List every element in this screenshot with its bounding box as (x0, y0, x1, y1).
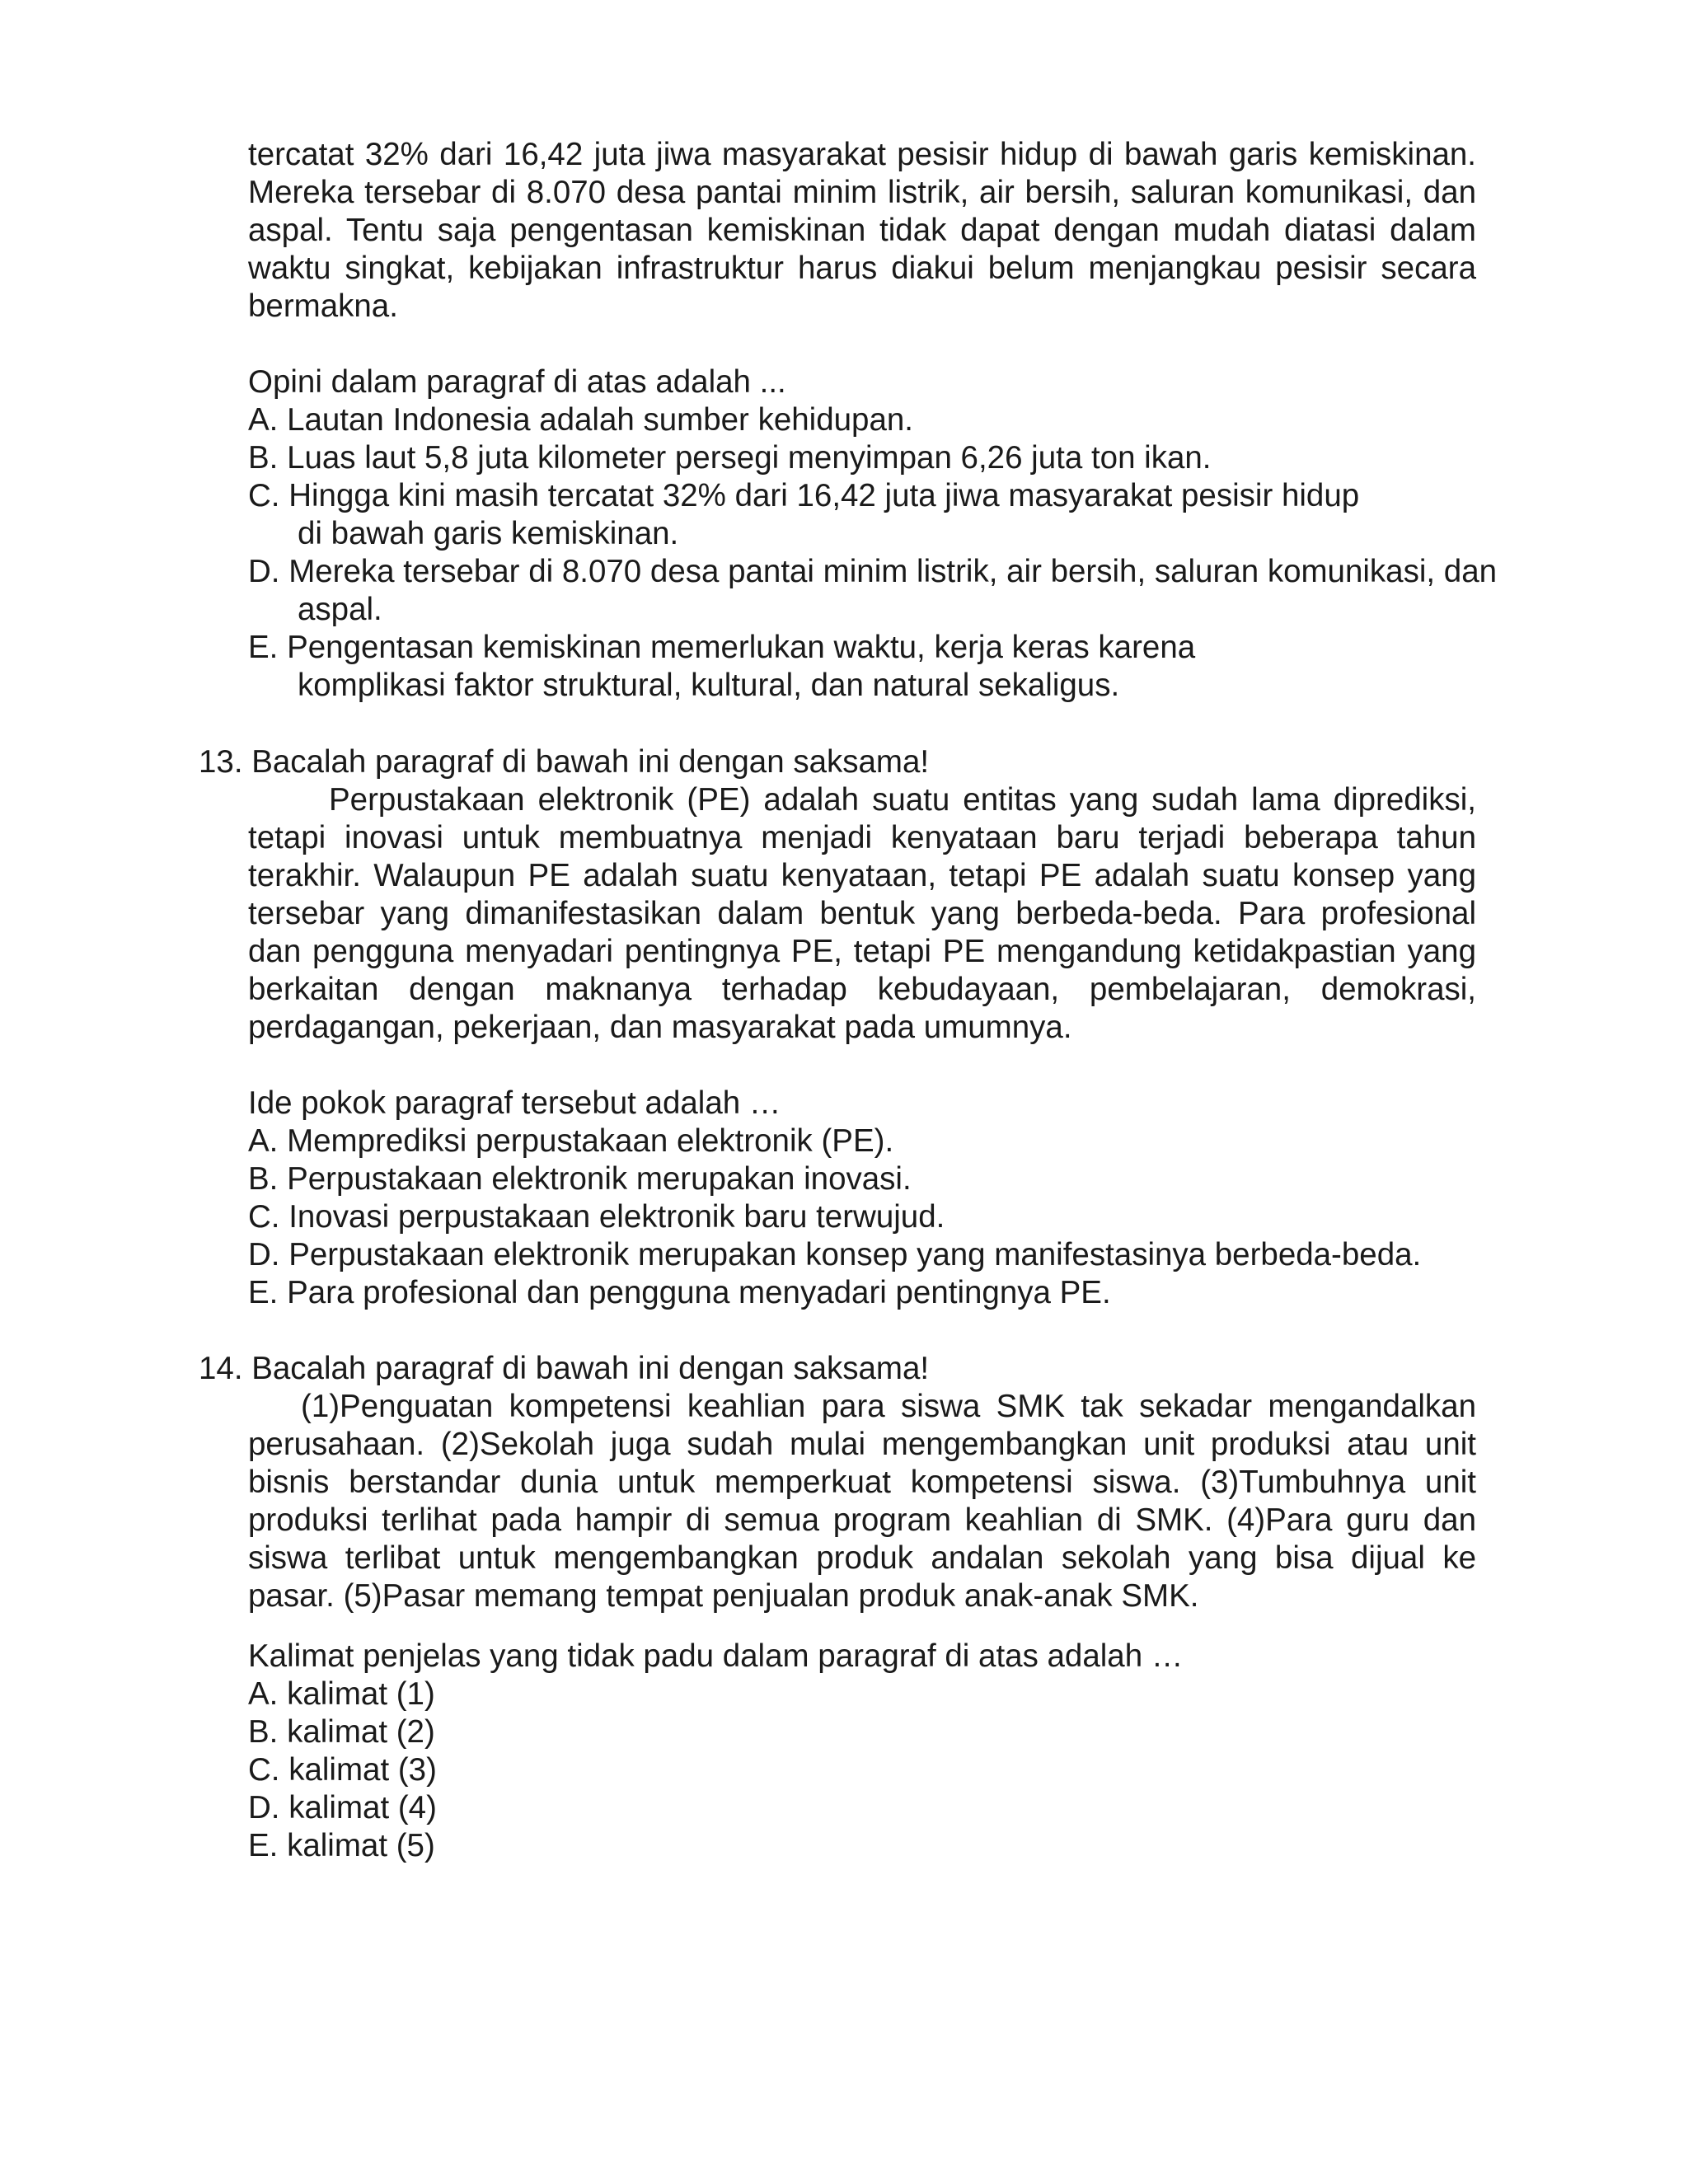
q13-option-a: A. Memprediksi perpustakaan elektronik (PE). (248, 1123, 894, 1159)
q14-passage: (1)Penguatan kompetensi keahlian para siswa SMK tak sekadar mengandalkan perusahaan. (2)Sekolah juga sudah mulai mengembangkan unit produksi atau unit bisnis berstandar dunia untuk memperkuat kompetensi siswa. (3)Tumbuhnya unit produksi terlihat pada hampir di semua program keahlian di SMK. (4)Para guru dan siswa terlibat untuk mengembangkan produk andalan sekolah yang bisa dijual ke pasar. (5)Pasar memang tempat penjualan produk anak-anak SMK. (248, 1389, 1476, 1614)
q13-heading: 13. Bacalah paragraf di bawah ini dengan saksama! (199, 744, 930, 780)
q12-option-d: D. Mereka tersebar di 8.070 desa pantai minim listrik, air bersih, saluran komunikasi, dan aspal. (248, 554, 1498, 627)
q12-option-a: A. Lautan Indonesia adalah sumber kehidupan. (248, 402, 913, 438)
q12-option-c: C. Hingga kini masih tercatat 32% dari 16,42 juta jiwa masyarakat pesisir hidup di bawah garis kemiskinan. (248, 478, 1360, 551)
q12-question: Opini dalam paragraf di atas adalah ... (248, 364, 786, 400)
q13-option-e: E. Para profesional dan pengguna menyadari pentingnya PE. (248, 1275, 1111, 1310)
q13-option-d: D. Perpustakaan elektronik merupakan konsep yang manifestasinya berbeda-beda. (248, 1237, 1422, 1272)
q12-option-e: E. Pengentasan kemiskinan memerlukan waktu, kerja keras karena komplikasi faktor struktural, kultural, dan natural sekaligus. (248, 630, 1196, 703)
q14-heading: 14. Bacalah paragraf di bawah ini dengan saksama! (199, 1351, 930, 1386)
q13-option-c: C. Inovasi perpustakaan elektronik baru terwujud. (248, 1199, 945, 1235)
q13-passage: Perpustakaan elektronik (PE) adalah suatu entitas yang sudah lama diprediksi, tetapi inovasi untuk membuatnya menjadi kenyataan baru terjadi beberapa tahun terakhir. Walaupun PE adalah suatu kenyataan, tetapi PE adalah suatu konsep yang tersebar yang dimanifestasikan dalam bentuk yang berbeda-beda. Para profesional dan pengguna menyadari pentingnya PE, tetapi PE mengandung ketidakpastian yang berkaitan dengan maknanya terhadap kebudayaan, pembelajaran, demokrasi, perdagangan, pekerjaan, dan masyarakat pada umumnya. (248, 782, 1476, 1045)
q14-option-a: A. kalimat (1) (248, 1676, 435, 1712)
q13-options (248, 1122, 1501, 1312)
q13-option-b: B. Perpustakaan elektronik merupakan inovasi. (248, 1161, 912, 1197)
q12-options (248, 401, 1501, 705)
q14-options (248, 1675, 1476, 1865)
q14-option-e: E. kalimat (5) (248, 1828, 435, 1863)
q12-passage-end: tercatat 32% dari 16,42 juta jiwa masyarakat pesisir hidup di bawah garis kemiskinan. Mereka tersebar di 8.070 desa pantai minim listrik, air bersih, saluran komunikasi, dan aspal. Tentu saja pengentasan kemiskinan tidak dapat dengan mudah diatasi dalam waktu singkat, kebijakan infrastruktur harus diakui belum menjangkau pesisir secara bermakna. (248, 137, 1476, 324)
q14-question: Kalimat penjelas yang tidak padu dalam paragraf di atas adalah … (248, 1638, 1184, 1674)
q14-option-b: B. kalimat (2) (248, 1714, 435, 1750)
q13-question: Ide pokok paragraf tersebut adalah … (248, 1085, 781, 1121)
q14-option-d: D. kalimat (4) (248, 1790, 437, 1825)
q12-option-b: B. Luas laut 5,8 juta kilometer persegi menyimpan 6,26 juta ton ikan. (248, 440, 1212, 476)
q14-option-c: C. kalimat (3) (248, 1752, 437, 1788)
